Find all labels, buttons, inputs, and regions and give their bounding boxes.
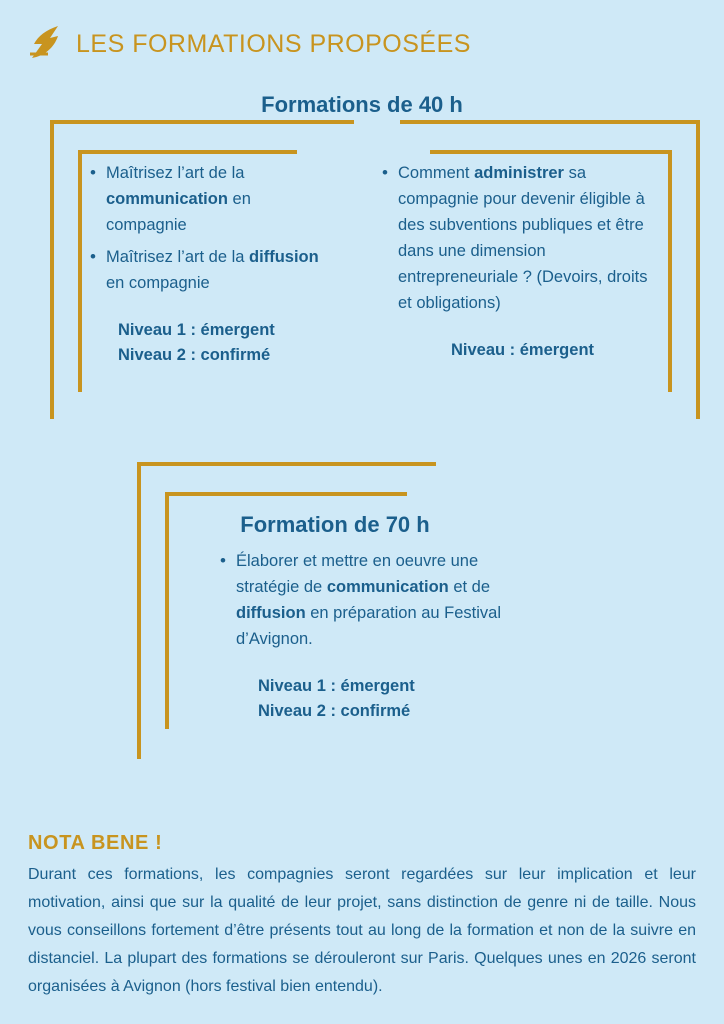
bullet-list-40h-right	[380, 160, 665, 316]
bullet-text-bold-1: communication	[326, 578, 449, 596]
bullet-text-bold: diffusion	[249, 248, 319, 266]
nota-bene-body: Durant ces formations, les compagnies seront regardées sur leur implication et leur motivation, ainsi que sur la qualité de leur projet, sans distinction de genre ni de taille. Nous vous conseillons fortement d’être présents tout au long de la formation et non de la suivre en distanciel. La plupart des formations se dérouleront sur Paris. Quelques unes en 2026 seront organisées à Avignon (hors festival bien entendu).	[28, 866, 696, 995]
list-item	[106, 160, 328, 238]
list-item	[398, 160, 665, 316]
header	[28, 24, 471, 64]
levels-40h-right	[380, 338, 665, 363]
formation-70h-content	[218, 548, 518, 724]
bullet-text-pre: Maîtrisez l’art de la	[106, 248, 250, 266]
flame-leaf-logo-icon	[28, 24, 64, 64]
bullet-text-post: en préparation au Festival d’Avignon.	[236, 604, 502, 648]
bullet-text-bold: administrer	[474, 164, 564, 182]
bullet-text-mid: et de	[448, 578, 491, 596]
bullet-text-bold-2: diffusion	[236, 604, 306, 622]
bullet-text-post: sa compagnie pour devenir éligible à des subventions publiques et être dans une dimension entrepreneuriale ? (Devoirs, droits et obligations)	[398, 164, 648, 312]
list-item	[106, 244, 328, 296]
nota-bene-section	[28, 832, 696, 1001]
level-2-label: Niveau 2 : confirmé	[258, 702, 411, 720]
formation-40h-right-content	[380, 160, 665, 363]
bullet-list-70h	[218, 548, 518, 652]
level-2-label: Niveau 2 : confirmé	[118, 346, 271, 364]
section-title-40h: Formations de 40 h	[261, 92, 463, 117]
nota-bene-title: NOTA BENE !	[28, 832, 163, 854]
level-1-label: Niveau 1 : émergent	[258, 677, 415, 695]
bullet-text-pre: Comment	[398, 164, 475, 182]
bullet-text-pre: Maîtrisez l’art de la	[106, 164, 245, 182]
bullet-text-post: en compagnie	[106, 190, 251, 234]
levels-40h-left	[88, 318, 328, 368]
bullet-text-bold: communication	[106, 190, 228, 208]
list-item	[236, 548, 518, 652]
level-1-label: Niveau 1 : émergent	[118, 321, 275, 339]
bullet-text-pre: Élaborer et mettre en oeuvre une stratégie de	[236, 552, 479, 596]
levels-70h	[218, 674, 518, 724]
page-title: LES FORMATIONS PROPOSÉES	[76, 29, 471, 58]
bullet-text-post: en compagnie	[106, 274, 210, 292]
level-1-label: Niveau : émergent	[450, 341, 595, 359]
section-title-70h: Formation de 70 h	[240, 512, 430, 537]
formation-40h-left-content	[88, 160, 328, 368]
bullet-list-40h-left	[88, 160, 328, 296]
